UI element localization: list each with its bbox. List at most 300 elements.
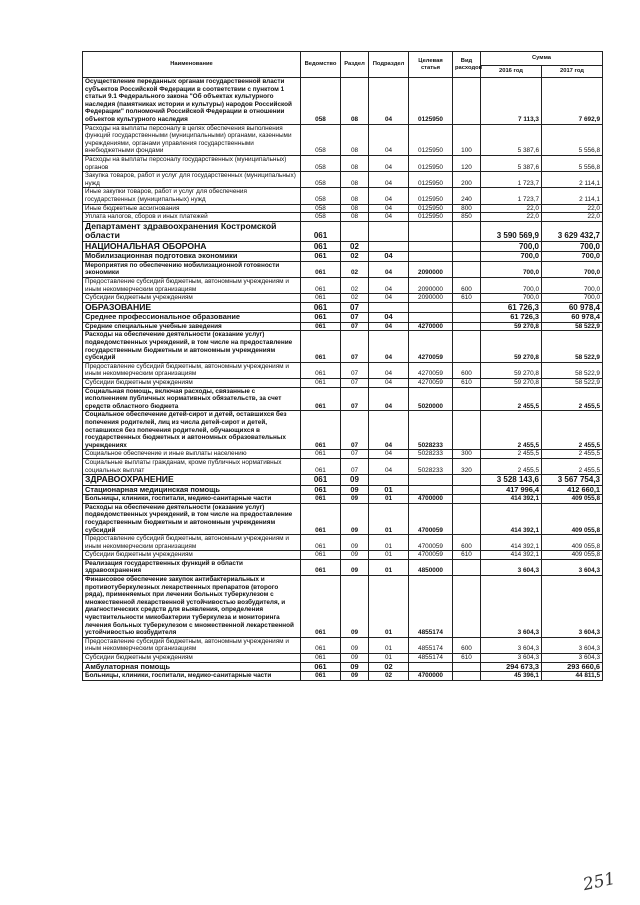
row-expense-type: 600 [453, 535, 481, 551]
row-target-article: 4270059 [409, 331, 453, 362]
row-podrazdel: 01 [369, 503, 409, 534]
row-sum-2016: 61 726,3 [481, 302, 542, 313]
row-ved: 061 [301, 221, 341, 241]
row-razdel: 07 [341, 322, 369, 331]
table-row [83, 576, 603, 638]
row-sum-2016: 59 270,8 [481, 362, 542, 378]
row-ved: 058 [301, 213, 341, 222]
row-name: Среднее профессиональное образование [83, 313, 301, 322]
row-podrazdel: 04 [369, 155, 409, 171]
row-sum-2017: 58 522,9 [542, 379, 603, 388]
row-podrazdel: 04 [369, 450, 409, 459]
row-target-article: 5028233 [409, 458, 453, 474]
row-target-article: 4855174 [409, 576, 453, 638]
row-sum-2017: 700,0 [542, 294, 603, 303]
table-row [83, 637, 603, 653]
row-expense-type: 600 [453, 278, 481, 294]
row-target-article: 2090000 [409, 294, 453, 303]
row-expense-type: 120 [453, 155, 481, 171]
row-podrazdel: 01 [369, 559, 409, 575]
handwritten-page-number: 251 [581, 868, 618, 896]
row-sum-2016: 3 604,3 [481, 654, 542, 663]
row-podrazdel: 02 [369, 662, 409, 671]
row-razdel: 09 [341, 495, 369, 504]
table-row [83, 411, 603, 450]
row-sum-2016: 45 396,1 [481, 672, 542, 681]
row-sum-2016: 22,0 [481, 204, 542, 213]
header-podrazdel: Подраздел [369, 52, 409, 78]
row-ved: 061 [301, 654, 341, 663]
row-name: Предоставление субсидий бюджетным, автономным учреждениям и иным некоммерческим организациям [83, 637, 301, 653]
row-razdel: 09 [341, 475, 369, 486]
row-razdel: 07 [341, 387, 369, 411]
table-row [83, 503, 603, 534]
row-podrazdel: 01 [369, 637, 409, 653]
row-razdel: 09 [341, 503, 369, 534]
row-razdel: 02 [341, 261, 369, 277]
row-sum-2017: 44 811,5 [542, 672, 603, 681]
row-sum-2016: 700,0 [481, 261, 542, 277]
row-expense-type [453, 313, 481, 322]
row-ved: 058 [301, 78, 341, 125]
row-podrazdel [369, 302, 409, 313]
table-row [83, 379, 603, 388]
row-podrazdel [369, 241, 409, 252]
row-podrazdel: 02 [369, 672, 409, 681]
row-name: Социальная помощь, включая расходы, связанные с исполнением публичных нормативных обязательств, за счет средств областного бюджета [83, 387, 301, 411]
row-expense-type [453, 411, 481, 450]
table-row [83, 313, 603, 322]
row-sum-2016: 3 604,3 [481, 576, 542, 638]
row-podrazdel: 01 [369, 551, 409, 560]
row-target-article [409, 475, 453, 486]
row-name: Расходы на выплаты персоналу государственных (муниципальных) органов [83, 155, 301, 171]
table-row [83, 188, 603, 204]
row-sum-2017: 5 556,8 [542, 124, 603, 155]
row-name: Субсидии бюджетным учреждениям [83, 551, 301, 560]
table-row [83, 475, 603, 486]
row-ved: 061 [301, 485, 341, 494]
row-target-article: 4700059 [409, 551, 453, 560]
row-target-article [409, 485, 453, 494]
row-ved: 061 [301, 331, 341, 362]
row-name: Предоставление субсидий бюджетным, автономным учреждениям и иным некоммерческим организациям [83, 362, 301, 378]
header-target-article: Целевая статья [409, 52, 453, 78]
row-podrazdel: 04 [369, 387, 409, 411]
row-sum-2016: 414 392,1 [481, 495, 542, 504]
row-podrazdel: 01 [369, 535, 409, 551]
row-name: Иные закупки товаров, работ и услуг для обеспечения государственных (муниципальных) нужд [83, 188, 301, 204]
table-row [83, 495, 603, 504]
row-name: Финансовое обеспечение закупок антибактериальных и противотуберкулезных лекарственных препаратов (второго ряда), применяемых при лечении больных туберкулезом с множественной лекарственной устойчивостью возбудителя, и диагностических средств для выявления, определения чувствительности микобактерии туберкулеза и мониторинга лечения больных туберкулезом с множественной лекарственной устойчивостью возбудителя [83, 576, 301, 638]
row-ved: 061 [301, 411, 341, 450]
row-ved: 061 [301, 278, 341, 294]
row-razdel: 09 [341, 535, 369, 551]
row-target-article: 5020000 [409, 387, 453, 411]
row-sum-2016: 2 455,5 [481, 387, 542, 411]
row-ved: 058 [301, 155, 341, 171]
row-target-article: 0125950 [409, 172, 453, 188]
row-target-article [409, 252, 453, 261]
row-razdel: 09 [341, 672, 369, 681]
row-expense-type [453, 78, 481, 125]
row-name: Закупка товаров, работ и услуг для государственных (муниципальных) нужд [83, 172, 301, 188]
table-row [83, 362, 603, 378]
row-sum-2017: 2 455,5 [542, 450, 603, 459]
row-sum-2017: 58 522,9 [542, 322, 603, 331]
row-sum-2017: 5 556,8 [542, 155, 603, 171]
row-razdel: 09 [341, 576, 369, 638]
row-ved: 061 [301, 252, 341, 261]
row-target-article: 2090000 [409, 261, 453, 277]
row-razdel: 09 [341, 637, 369, 653]
row-sum-2016: 1 723,7 [481, 188, 542, 204]
table-row [83, 124, 603, 155]
table-row [83, 213, 603, 222]
row-sum-2017: 700,0 [542, 261, 603, 277]
table-row [83, 221, 603, 241]
row-razdel: 07 [341, 379, 369, 388]
row-ved: 061 [301, 294, 341, 303]
row-sum-2017: 412 660,1 [542, 485, 603, 494]
row-target-article: 5028233 [409, 450, 453, 459]
row-sum-2016: 700,0 [481, 252, 542, 261]
row-target-article: 4270000 [409, 322, 453, 331]
row-sum-2017: 409 055,8 [542, 551, 603, 560]
row-sum-2017: 700,0 [542, 252, 603, 261]
row-expense-type: 850 [453, 213, 481, 222]
row-expense-type: 320 [453, 458, 481, 474]
table-row [83, 261, 603, 277]
header-ved: Ведомство [301, 52, 341, 78]
row-razdel: 07 [341, 302, 369, 313]
row-target-article: 4855174 [409, 654, 453, 663]
row-razdel: 02 [341, 241, 369, 252]
row-expense-type [453, 261, 481, 277]
row-ved: 061 [301, 475, 341, 486]
row-name: Предоставление субсидий бюджетным, автономным учреждениям и иным некоммерческим организациям [83, 278, 301, 294]
row-expense-type [453, 241, 481, 252]
row-ved: 061 [301, 495, 341, 504]
row-sum-2016: 3 604,3 [481, 637, 542, 653]
row-ved: 061 [301, 559, 341, 575]
table-row [83, 241, 603, 252]
row-ved: 061 [301, 302, 341, 313]
row-razdel: 07 [341, 331, 369, 362]
table-row [83, 654, 603, 663]
row-razdel: 08 [341, 213, 369, 222]
header-year-2016: 2016 год [481, 66, 542, 78]
row-expense-type: 610 [453, 654, 481, 663]
row-expense-type [453, 576, 481, 638]
row-expense-type [453, 503, 481, 534]
row-sum-2017: 2 114,1 [542, 188, 603, 204]
row-razdel: 09 [341, 654, 369, 663]
table-row [83, 252, 603, 261]
row-podrazdel: 04 [369, 261, 409, 277]
table-row [83, 172, 603, 188]
row-razdel: 07 [341, 411, 369, 450]
row-podrazdel: 04 [369, 213, 409, 222]
row-podrazdel: 04 [369, 362, 409, 378]
row-razdel [341, 221, 369, 241]
row-sum-2016: 22,0 [481, 213, 542, 222]
row-podrazdel: 04 [369, 172, 409, 188]
row-name: НАЦИОНАЛЬНАЯ ОБОРОНА [83, 241, 301, 252]
row-sum-2017: 700,0 [542, 241, 603, 252]
row-sum-2016: 414 392,1 [481, 535, 542, 551]
row-expense-type [453, 302, 481, 313]
row-podrazdel: 04 [369, 204, 409, 213]
row-target-article: 0125950 [409, 213, 453, 222]
row-ved: 061 [301, 241, 341, 252]
row-razdel: 08 [341, 172, 369, 188]
row-expense-type: 610 [453, 294, 481, 303]
row-name: Предоставление субсидий бюджетным, автономным учреждениям и иным некоммерческим организациям [83, 535, 301, 551]
row-sum-2016: 700,0 [481, 294, 542, 303]
row-sum-2017: 3 567 754,3 [542, 475, 603, 486]
row-sum-2017: 409 055,8 [542, 495, 603, 504]
table-row [83, 155, 603, 171]
row-podrazdel: 04 [369, 458, 409, 474]
row-razdel: 09 [341, 559, 369, 575]
row-target-article: 2090000 [409, 278, 453, 294]
row-expense-type: 610 [453, 379, 481, 388]
table-row [83, 322, 603, 331]
row-sum-2016: 3 590 569,9 [481, 221, 542, 241]
table-row [83, 204, 603, 213]
table-row [83, 559, 603, 575]
table-row [83, 331, 603, 362]
row-sum-2017: 22,0 [542, 204, 603, 213]
header-razdel: Раздел [341, 52, 369, 78]
row-expense-type [453, 662, 481, 671]
row-name: Реализация государственных функций в области здравоохранения [83, 559, 301, 575]
header-expense-type: Вид расходов [453, 52, 481, 78]
row-expense-type: 610 [453, 551, 481, 560]
row-razdel: 08 [341, 188, 369, 204]
row-name: Мобилизационная подготовка экономики [83, 252, 301, 261]
table-body [83, 78, 603, 681]
row-ved: 061 [301, 458, 341, 474]
row-expense-type [453, 387, 481, 411]
row-sum-2016: 61 726,3 [481, 313, 542, 322]
row-target-article: 0125950 [409, 155, 453, 171]
row-expense-type: 800 [453, 204, 481, 213]
row-name: Уплата налогов, сборов и иных платежей [83, 213, 301, 222]
row-razdel: 08 [341, 155, 369, 171]
row-name: Департамент здравоохранения Костромской области [83, 221, 301, 241]
row-podrazdel: 04 [369, 379, 409, 388]
row-expense-type [453, 252, 481, 261]
row-sum-2016: 294 673,3 [481, 662, 542, 671]
row-podrazdel [369, 221, 409, 241]
row-sum-2016: 2 455,5 [481, 450, 542, 459]
row-ved: 061 [301, 637, 341, 653]
row-sum-2016: 59 270,8 [481, 379, 542, 388]
row-podrazdel: 04 [369, 252, 409, 261]
row-target-article [409, 241, 453, 252]
row-sum-2017: 293 660,6 [542, 662, 603, 671]
row-podrazdel: 04 [369, 322, 409, 331]
row-name: Больницы, клиники, госпитали, медико-санитарные части [83, 495, 301, 504]
row-name: Социальное обеспечение и иные выплаты населению [83, 450, 301, 459]
table-row [83, 551, 603, 560]
row-podrazdel: 04 [369, 188, 409, 204]
row-podrazdel: 01 [369, 576, 409, 638]
row-razdel: 09 [341, 662, 369, 671]
row-sum-2017: 700,0 [542, 278, 603, 294]
row-name: Субсидии бюджетным учреждениям [83, 294, 301, 303]
row-podrazdel: 04 [369, 78, 409, 125]
row-ved: 061 [301, 576, 341, 638]
row-name: Стационарная медицинская помощь [83, 485, 301, 494]
table-row [83, 662, 603, 671]
row-ved: 061 [301, 662, 341, 671]
row-name: Субсидии бюджетным учреждениям [83, 654, 301, 663]
row-sum-2016: 5 387,6 [481, 155, 542, 171]
row-razdel: 07 [341, 450, 369, 459]
row-target-article [409, 662, 453, 671]
row-expense-type: 600 [453, 637, 481, 653]
row-name: Социальное обеспечение детей-сирот и детей, оставшихся без попечения родителей, лиц из числа детей-сирот и детей, оставшихся без попечения родителей, обучающихся в государственных бюджетных и автономных образовательных учреждениях [83, 411, 301, 450]
row-sum-2017: 409 055,8 [542, 503, 603, 534]
row-razdel: 09 [341, 551, 369, 560]
row-name: Расходы на выплаты персоналу в целях обеспечения выполнения функций государственными (муниципальными) органами, казенными учреждениями, органами управления государственными внебюджетными фондами [83, 124, 301, 155]
row-target-article: 0125950 [409, 188, 453, 204]
row-target-article: 4855174 [409, 637, 453, 653]
row-target-article [409, 313, 453, 322]
row-ved: 061 [301, 503, 341, 534]
row-name: Осуществление переданных органам государственной власти субъектов Российской Федерации в соответствии с пунктом 1 статьи 9.1 Федерального закона "Об объектах культурного наследия (памятниках истории и культуры) народов Российской Федерации" полномочий Российской Федерации в отношении объектов культурного наследия [83, 78, 301, 125]
row-ved: 058 [301, 188, 341, 204]
table-row [83, 535, 603, 551]
row-sum-2016: 2 455,5 [481, 411, 542, 450]
row-name: Средние специальные учебные заведения [83, 322, 301, 331]
table-row [83, 450, 603, 459]
row-podrazdel: 04 [369, 313, 409, 322]
row-target-article: 4850000 [409, 559, 453, 575]
row-target-article: 4700000 [409, 672, 453, 681]
row-sum-2017: 2 114,1 [542, 172, 603, 188]
row-name: Субсидии бюджетным учреждениям [83, 379, 301, 388]
row-sum-2016: 59 270,8 [481, 331, 542, 362]
row-ved: 061 [301, 535, 341, 551]
row-expense-type [453, 485, 481, 494]
row-sum-2016: 2 455,5 [481, 458, 542, 474]
header-sum: Сумма [481, 52, 603, 66]
row-sum-2017: 3 604,3 [542, 654, 603, 663]
row-sum-2017: 60 978,4 [542, 302, 603, 313]
row-target-article: 4700000 [409, 495, 453, 504]
row-razdel: 07 [341, 458, 369, 474]
row-sum-2016: 7 113,3 [481, 78, 542, 125]
table-header [83, 52, 603, 78]
row-podrazdel: 04 [369, 411, 409, 450]
row-name: Больницы, клиники, госпитали, медико-санитарные части [83, 672, 301, 681]
row-razdel: 08 [341, 124, 369, 155]
row-ved: 061 [301, 379, 341, 388]
row-ved: 061 [301, 362, 341, 378]
row-podrazdel [369, 475, 409, 486]
row-ved: 061 [301, 313, 341, 322]
row-name: Расходы на обеспечение деятельности (оказание услуг) подведомственных учреждений, в том числе на предоставление государственным бюджетным и автономным учреждениям субсидий [83, 503, 301, 534]
table-row [83, 78, 603, 125]
row-expense-type: 300 [453, 450, 481, 459]
row-name: Мероприятия по обеспечению мобилизационной готовности экономики [83, 261, 301, 277]
row-target-article: 4270059 [409, 379, 453, 388]
row-ved: 061 [301, 450, 341, 459]
row-expense-type [453, 475, 481, 486]
row-target-article: 0125950 [409, 78, 453, 125]
row-ved: 061 [301, 551, 341, 560]
row-sum-2016: 417 996,4 [481, 485, 542, 494]
row-razdel: 09 [341, 485, 369, 494]
row-sum-2017: 3 629 432,7 [542, 221, 603, 241]
row-razdel: 02 [341, 294, 369, 303]
row-sum-2017: 3 604,3 [542, 559, 603, 575]
row-sum-2016: 700,0 [481, 278, 542, 294]
row-sum-2016: 414 392,1 [481, 551, 542, 560]
row-sum-2016: 700,0 [481, 241, 542, 252]
row-podrazdel: 04 [369, 294, 409, 303]
row-target-article: 4700059 [409, 503, 453, 534]
row-sum-2017: 60 978,4 [542, 313, 603, 322]
row-target-article: 4270059 [409, 362, 453, 378]
row-expense-type [453, 322, 481, 331]
row-razdel: 08 [341, 78, 369, 125]
table-row [83, 458, 603, 474]
row-podrazdel: 04 [369, 124, 409, 155]
row-sum-2016: 3 604,3 [481, 559, 542, 575]
row-ved: 061 [301, 387, 341, 411]
row-razdel: 08 [341, 204, 369, 213]
row-expense-type: 200 [453, 172, 481, 188]
row-podrazdel: 01 [369, 654, 409, 663]
row-sum-2017: 409 055,8 [542, 535, 603, 551]
row-expense-type: 240 [453, 188, 481, 204]
row-target-article: 0125950 [409, 124, 453, 155]
budget-table [82, 51, 603, 681]
row-sum-2016: 1 723,7 [481, 172, 542, 188]
row-sum-2017: 3 604,3 [542, 637, 603, 653]
row-expense-type: 600 [453, 362, 481, 378]
row-expense-type [453, 221, 481, 241]
row-name: ОБРАЗОВАНИЕ [83, 302, 301, 313]
table-row [83, 302, 603, 313]
row-expense-type: 100 [453, 124, 481, 155]
row-target-article [409, 221, 453, 241]
row-ved: 061 [301, 261, 341, 277]
row-podrazdel: 04 [369, 331, 409, 362]
header-name: Наименование [83, 52, 301, 78]
row-podrazdel: 01 [369, 485, 409, 494]
row-podrazdel: 01 [369, 495, 409, 504]
row-razdel: 02 [341, 252, 369, 261]
row-name: Расходы на обеспечение деятельности (оказание услуг) подведомственных учреждений, в том числе на предоставление государственным бюджетным и автономным учреждениям субсидий [83, 331, 301, 362]
header-year-2017: 2017 год [542, 66, 603, 78]
row-expense-type [453, 559, 481, 575]
row-podrazdel: 04 [369, 278, 409, 294]
row-expense-type [453, 495, 481, 504]
row-razdel: 07 [341, 313, 369, 322]
row-ved: 058 [301, 124, 341, 155]
table-row [83, 278, 603, 294]
row-sum-2017: 2 455,5 [542, 411, 603, 450]
row-ved: 058 [301, 172, 341, 188]
row-sum-2017: 3 604,3 [542, 576, 603, 638]
row-sum-2017: 22,0 [542, 213, 603, 222]
